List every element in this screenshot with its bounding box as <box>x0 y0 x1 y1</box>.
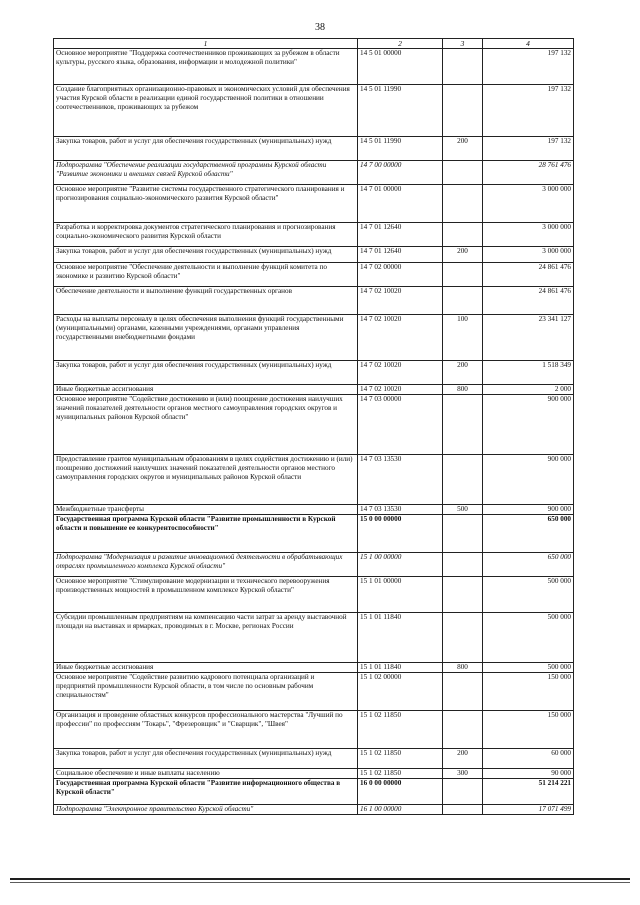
row-amount: 500 000 <box>483 577 574 613</box>
row-name: Организация и проведение областных конкурсов профессионального мастерства "Лучший по профессии" по профессиям "Токарь", "Фрезеровщик" и "Сварщик", "Швея" <box>54 711 358 749</box>
table-row <box>54 49 574 85</box>
table-row <box>54 455 574 505</box>
table-row <box>54 315 574 361</box>
row-code: 14 7 03 00000 <box>358 395 443 455</box>
column-number: 3 <box>443 39 483 49</box>
row-code: 14 7 02 00000 <box>358 263 443 287</box>
footer-rule-thin <box>10 882 630 883</box>
table-row <box>54 779 574 805</box>
row-amount: 900 000 <box>483 395 574 455</box>
table-row <box>54 577 574 613</box>
table-row <box>54 385 574 395</box>
row-amount: 2 000 <box>483 385 574 395</box>
row-expense-type: 800 <box>443 663 483 673</box>
row-expense-type <box>443 779 483 805</box>
row-amount: 3 000 000 <box>483 185 574 223</box>
budget-table <box>53 38 574 815</box>
row-name: Расходы на выплаты персоналу в целях обеспечения выполнения функций государственными (муниципальными) органами, казенными учреждениями, органами управления государственными внебюджетными фондами <box>54 315 358 361</box>
row-code: 14 7 02 10020 <box>358 361 443 385</box>
row-name: Социальное обеспечение и иные выплаты населению <box>54 769 358 779</box>
row-name: Государственная программа Курской области "Развитие информационного общества в Курской области" <box>54 779 358 805</box>
row-expense-type: 100 <box>443 315 483 361</box>
row-name: Основное мероприятие "Содействие достижению и (или) поощрение достижения наилучших значений показателей деятельности органов местного самоуправления городских округов и муниципальных районов Курской области" <box>54 395 358 455</box>
row-code: 15 1 02 11850 <box>358 711 443 749</box>
row-name: Межбюджетные трансферты <box>54 505 358 515</box>
table-row <box>54 263 574 287</box>
row-name: Закупка товаров, работ и услуг для обеспечения государственных (муниципальных) нужд <box>54 247 358 263</box>
row-name: Основное мероприятие "Обеспечение деятельности и выполнение функций комитета по экономике и развитию Курской области" <box>54 263 358 287</box>
row-code: 14 5 01 11990 <box>358 137 443 161</box>
table-row <box>54 161 574 185</box>
table-row <box>54 711 574 749</box>
table-row <box>54 85 574 137</box>
row-code: 14 7 00 00000 <box>358 161 443 185</box>
row-expense-type <box>443 85 483 137</box>
row-code: 15 1 00 00000 <box>358 553 443 577</box>
row-code: 14 7 01 12640 <box>358 247 443 263</box>
row-amount: 24 861 476 <box>483 287 574 315</box>
row-amount: 90 000 <box>483 769 574 779</box>
row-amount: 500 000 <box>483 613 574 663</box>
row-expense-type <box>443 805 483 815</box>
row-name: Подпрограмма "Обеспечение реализации государственной программы Курской области "Развитие экономики и внешних связей Курской области" <box>54 161 358 185</box>
row-expense-type <box>443 395 483 455</box>
row-name: Создание благоприятных организационно-правовых и экономических условий для обеспечения участия Курской области в реализации единой государственной политики в отношении соотечественников, проживающих за рубежом <box>54 85 358 137</box>
row-amount: 197 132 <box>483 137 574 161</box>
table-row <box>54 749 574 769</box>
row-amount: 23 341 127 <box>483 315 574 361</box>
column-number: 2 <box>358 39 443 49</box>
row-code: 14 7 03 13530 <box>358 455 443 505</box>
row-expense-type <box>443 455 483 505</box>
row-amount: 197 132 <box>483 85 574 137</box>
row-amount: 197 132 <box>483 49 574 85</box>
row-name: Основное мероприятие "Содействие развитию кадрового потенциала организаций и предприятий промышленности Курской области, в том числе по основным рабочим специальностям" <box>54 673 358 711</box>
row-expense-type: 800 <box>443 385 483 395</box>
row-amount: 24 861 476 <box>483 263 574 287</box>
table-row <box>54 137 574 161</box>
row-name: Обеспечение деятельности и выполнение функций государственных органов <box>54 287 358 315</box>
row-amount: 60 000 <box>483 749 574 769</box>
row-amount: 900 000 <box>483 505 574 515</box>
table-row <box>54 553 574 577</box>
table-row <box>54 287 574 315</box>
row-expense-type <box>443 161 483 185</box>
row-name: Подпрограмма "Модернизация и развитие инновационной деятельности в обрабатывающих отраслях промышленного комплекса Курской области" <box>54 553 358 577</box>
row-expense-type <box>443 49 483 85</box>
row-name: Основное мероприятие "Стимулирование модернизации и технического перевооружения производственных мощностей в промышленном комплексе Курской области" <box>54 577 358 613</box>
table-row <box>54 805 574 815</box>
table-row <box>54 185 574 223</box>
row-expense-type <box>443 515 483 553</box>
row-code: 15 1 02 11850 <box>358 769 443 779</box>
table-row <box>54 663 574 673</box>
row-code: 14 7 01 00000 <box>358 185 443 223</box>
row-amount: 28 761 476 <box>483 161 574 185</box>
column-number: 4 <box>483 39 574 49</box>
row-expense-type <box>443 223 483 247</box>
row-code: 14 7 02 10020 <box>358 315 443 361</box>
row-amount: 150 000 <box>483 673 574 711</box>
row-name: Основное мероприятие "Поддержка соотечественников проживающих за рубежом в области культуры, русского языка, образования, информации и молодежной политики" <box>54 49 358 85</box>
row-name: Субсидии промышленным предприятиям на компенсацию части затрат за аренду выставочной площади на выставках и ярмарках, проводимых в г. Москве, регионах России <box>54 613 358 663</box>
table-row <box>54 247 574 263</box>
row-code: 15 1 02 00000 <box>358 673 443 711</box>
table-row <box>54 673 574 711</box>
row-expense-type <box>443 577 483 613</box>
row-code: 15 1 01 11840 <box>358 613 443 663</box>
row-expense-type: 200 <box>443 247 483 263</box>
row-code: 14 7 02 10020 <box>358 287 443 315</box>
row-code: 15 1 02 11850 <box>358 749 443 769</box>
row-name: Предоставление грантов муниципальным образованиям в целях содействия достижению и (или) поощрению достижений наилучших значений показателей деятельности органов местного самоуправления городских округов и муниципальных районов Курской области <box>54 455 358 505</box>
row-amount: 1 518 349 <box>483 361 574 385</box>
table-row <box>54 505 574 515</box>
table-row <box>54 223 574 247</box>
row-expense-type <box>443 613 483 663</box>
row-code: 16 1 00 00000 <box>358 805 443 815</box>
row-code: 16 0 00 00000 <box>358 779 443 805</box>
row-expense-type <box>443 553 483 577</box>
row-amount: 3 000 000 <box>483 247 574 263</box>
footer-rule <box>10 878 630 880</box>
row-code: 14 7 03 13530 <box>358 505 443 515</box>
row-amount: 900 000 <box>483 455 574 505</box>
row-name: Иные бюджетные ассигнования <box>54 385 358 395</box>
row-expense-type <box>443 287 483 315</box>
row-code: 15 0 00 00000 <box>358 515 443 553</box>
column-number: 1 <box>54 39 358 49</box>
row-code: 14 7 02 10020 <box>358 385 443 395</box>
row-expense-type: 200 <box>443 361 483 385</box>
row-name: Закупка товаров, работ и услуг для обеспечения государственных (муниципальных) нужд <box>54 749 358 769</box>
page-number: 38 <box>315 22 325 33</box>
row-expense-type <box>443 711 483 749</box>
row-amount: 500 000 <box>483 663 574 673</box>
row-amount: 17 071 499 <box>483 805 574 815</box>
row-code: 15 1 01 11840 <box>358 663 443 673</box>
table-row <box>54 613 574 663</box>
row-name: Государственная программа Курской области "Развитие промышленности в Курской области и повышение ее конкурентоспособности" <box>54 515 358 553</box>
row-expense-type: 500 <box>443 505 483 515</box>
row-amount: 3 000 000 <box>483 223 574 247</box>
row-expense-type: 300 <box>443 769 483 779</box>
row-name: Иные бюджетные ассигнования <box>54 663 358 673</box>
column-number-row <box>54 39 574 49</box>
table-row <box>54 515 574 553</box>
table-row <box>54 395 574 455</box>
row-expense-type <box>443 673 483 711</box>
row-name: Разработка и корректировка документов стратегического планирования и прогнозирования социально-экономического развития Курской области <box>54 223 358 247</box>
row-code: 14 7 01 12640 <box>358 223 443 247</box>
row-code: 14 5 01 00000 <box>358 49 443 85</box>
row-expense-type <box>443 185 483 223</box>
row-expense-type: 200 <box>443 749 483 769</box>
row-name: Подпрограмма "Электронное правительство Курской области" <box>54 805 358 815</box>
row-name: Основное мероприятие "Развитие системы государственного стратегического планирования и прогнозирования социально-экономического развития Курской области" <box>54 185 358 223</box>
table-row <box>54 361 574 385</box>
row-expense-type <box>443 263 483 287</box>
row-name: Закупка товаров, работ и услуг для обеспечения государственных (муниципальных) нужд <box>54 137 358 161</box>
row-name: Закупка товаров, работ и услуг для обеспечения государственных (муниципальных) нужд <box>54 361 358 385</box>
row-code: 14 5 01 11990 <box>358 85 443 137</box>
table-row <box>54 769 574 779</box>
row-amount: 51 214 221 <box>483 779 574 805</box>
row-amount: 650 000 <box>483 515 574 553</box>
row-code: 15 1 01 00000 <box>358 577 443 613</box>
row-amount: 150 000 <box>483 711 574 749</box>
row-expense-type: 200 <box>443 137 483 161</box>
row-amount: 650 000 <box>483 553 574 577</box>
